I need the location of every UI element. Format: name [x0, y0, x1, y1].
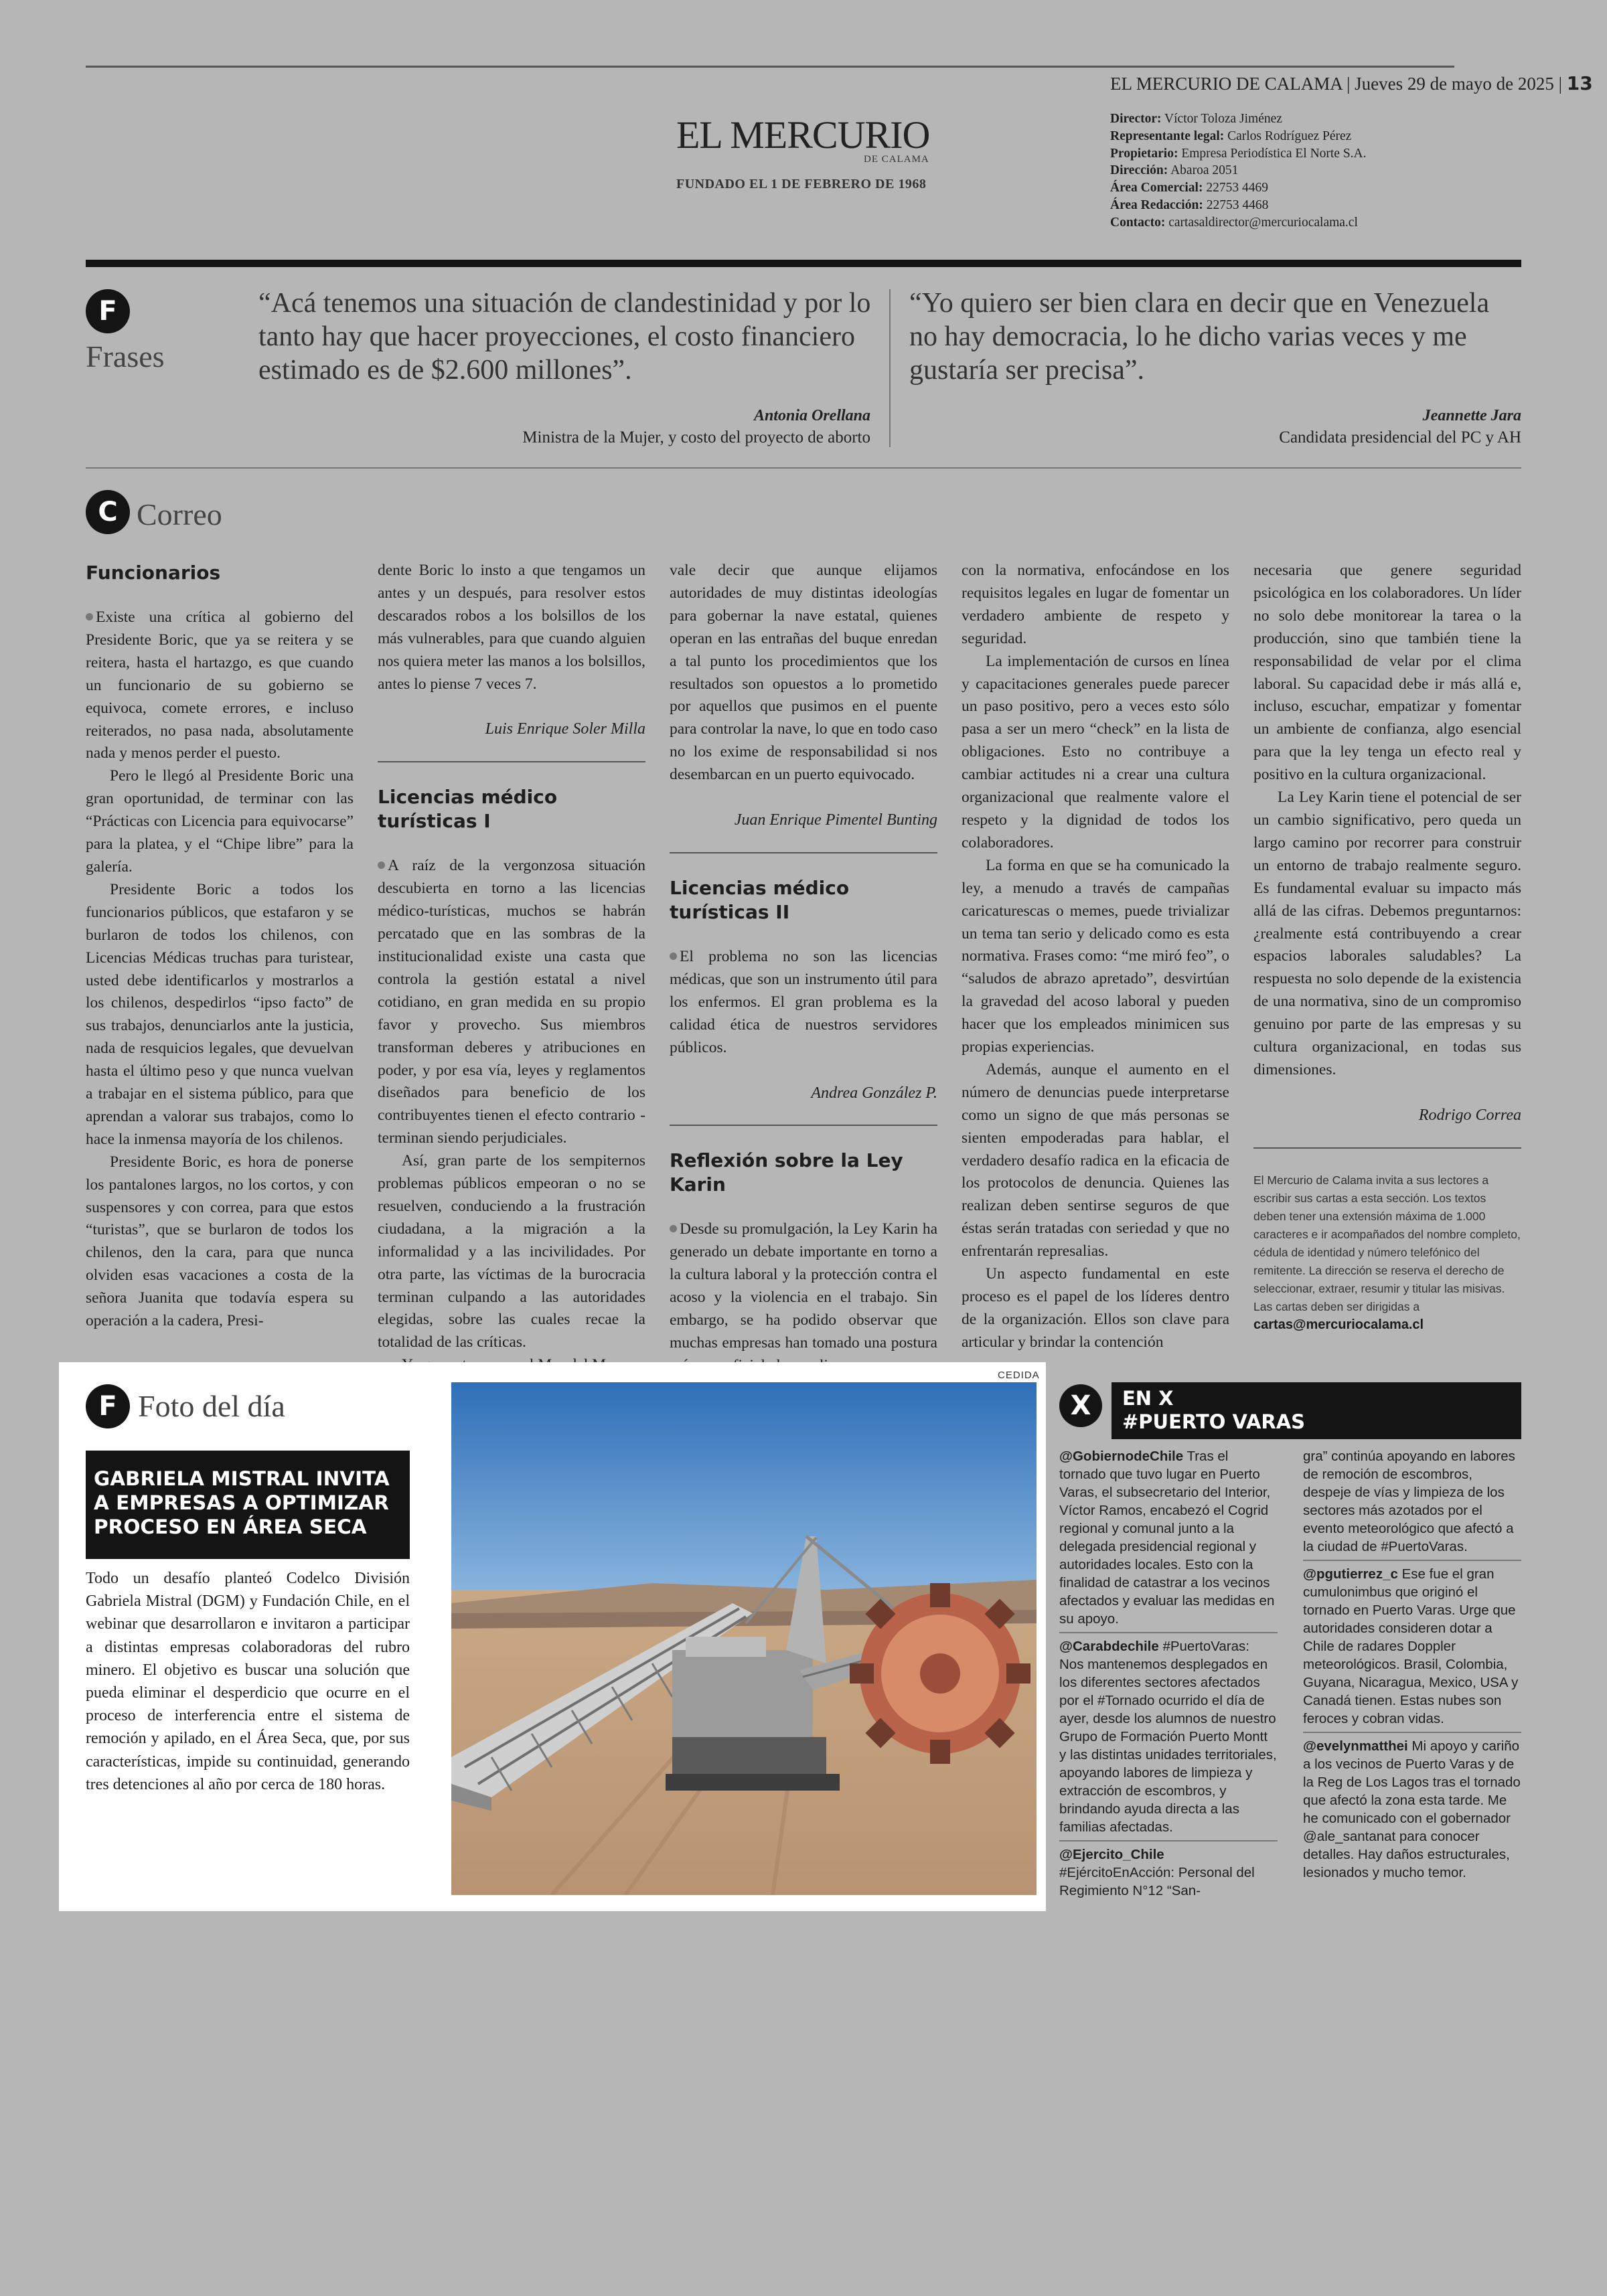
x-handle-link[interactable]: @pgutierrez_c: [1303, 1566, 1398, 1582]
staff-label: Director:: [1110, 112, 1162, 126]
letter-text: A raíz de la vergonzosa situación descubierta en torno a las licencias médico-turísticas, muchos se habrán percatado que en las sombras de la institucionalidad existe una casta que controla la gestión estatal a nivel cotidiano, en gran medida en su propio favor y provecho. Sus miembros transforman deberes y atribuciones en poder, y por esa vía, leyes y reglamentos diseñados para beneficio de los contribuyentes tienen el efecto contrario - terminan siendo perjudiciales.: [378, 857, 645, 1147]
letter-paragraph: La implementación de cursos en línea y capacitaciones generales puede parecer un paso positivo, pero a veces esto sólo pasa a ser un mero “check” en la lista de obligaciones. Esto no contribuye a cambiar actitudes ni a crear una cultura organizacional que realmente valore el respeto y la dignidad de todos los colaboradores.: [962, 652, 1229, 851]
staff-box: [1110, 110, 1367, 232]
letter-paragraph: [670, 946, 937, 1060]
x-post-text: Tras el tornado que tuvo lugar en Puerto Varas, el subsecretario del Interior, Víctor Ramos, encabezó el Cogrid regional y comunal junto a la delegada presidencial regional y autoridades locales. Esto con la finalidad de catastrar a los vecinos afectados y evaluar las medidas en su apoyo.: [1059, 1449, 1275, 1627]
x-handle-link[interactable]: @Ejercito_Chile: [1059, 1847, 1164, 1862]
x-post: [1059, 1447, 1278, 1628]
letter-title: Licencias médico turísticas I: [378, 786, 558, 833]
foto-headline: GABRIELA MISTRAL INVITA A EMPRESAS A OPTIMIZAR PROCESO EN ÁREA SECA: [94, 1467, 390, 1538]
bullet-dot-icon: [670, 953, 677, 960]
letter-signature: Luis Enrique Soler Milla: [485, 720, 645, 738]
x-post-text: Ese fue el gran cumulonimbus que originó el tornado en Puerto Varas. Urge que autoridades consideren dotar a Chile de radares Doppler meteorológicos. Brasil, Colombia, Guyana, Nicaragua, Mexico, USA y Canadá tienen. Estas nubes son feroces y cobran vidas.: [1303, 1566, 1519, 1726]
letter-paragraph: La forma en que se ha comunicado la ley, a menudo a través de campañas caricaturescas o memes, puede trivializar un tema tan serio y delicado como es esta normativa. Frases como: “me miró feo”, o “saludos de abrazo apretado”, desvirtúan la gravedad del acoso laboral y pueden hacer que los empleados minimicen sus propias experiencias.: [962, 856, 1229, 1056]
x-post-divider: [1303, 1560, 1521, 1561]
bullet-dot-icon: [670, 1225, 677, 1232]
x-logo-icon: X: [1059, 1384, 1102, 1427]
letter-text: Desde su promulgación, la Ley Karin ha generado un debate importante en torno a la cultura laboral y la protección contra el acoso y la violencia en el trabajo. Sin embargo, se ha podido observar que muchas empresas han tomado una postura: [670, 1220, 937, 1351]
letter-paragraph: [378, 855, 645, 1150]
letter-paragraph: La Ley Karin tiene el potencial de ser un cambio significativo, pero queda un largo camino por recorrer para construir un entorno de trabajo realmente seguro. Es fundamental evaluar su impacto más allá de las cifras. Debemos preguntarnos: ¿realmente está contribuyendo a crear espacios laborales saludables? La respuesta no solo depende de la existencia de una normativa, sino de un compromiso genuino por parte de las empresas y su cultura organizacional, en todas sus dimensiones.: [1253, 789, 1521, 1078]
page-folio: [1110, 72, 1593, 94]
letter-divider: [670, 1125, 937, 1126]
letter-divider: [1253, 1147, 1521, 1149]
x-column-2: [1303, 1447, 1521, 1882]
frases-bottom-rule: [86, 467, 1521, 469]
staff-label: Propietario:: [1110, 146, 1178, 161]
letter-paragraph: Presidente Boric a todos los funcionarios públicos, que estafaron y se burlaron de todos los chilenos, con Licencias Médicas truchas para turistear, usted debe identificarlos y mostrarlos a los chilenos, despedirlos “ipso facto” de sus trabajos, denunciarlos ante la justicia, nada de resquicios legales, que devuelvan hasta el último peso y que nunca vuelvan a trabajar en el sistema público, para que aprendan a valorar sus trabajos, como lo hace la inmensa mayoría de los chilenos.: [86, 880, 354, 1148]
x-post-text: gra” continúa apoyando en labores de remoción de escombros, despeje de vías y limpieza de los sectores más azotados por el evento meteorológico que afectó a la ciudad de #PuertoVaras.: [1303, 1449, 1515, 1554]
staff-value: cartasaldirector@mercuriocalama.cl: [1168, 215, 1358, 230]
staff-label: Contacto:: [1110, 215, 1166, 230]
newspaper-logo: EL MERCURIO: [676, 113, 930, 157]
letter-paragraph: Además, aunque el aumento en el número de denuncias puede interpretarse como un signo de que más personas se sienten empoderadas para hablar, el verdadero desafío radica en la eficacia de los protocolos de denuncia. Quienes las realizan deben sentirse seguros de que éstas serán tratadas con seriedad y que no enfrentarán represalias.: [962, 1060, 1229, 1260]
letter-paragraph: [86, 606, 354, 765]
x-column-1: [1059, 1447, 1278, 1900]
correo-column-2: [378, 560, 645, 1377]
bullet-dot-icon: [378, 862, 385, 869]
foto-badge-icon: F: [86, 1384, 130, 1428]
staff-label: Dirección:: [1110, 163, 1168, 178]
folio-separator: |: [1347, 74, 1355, 94]
section-divider-heavy: [86, 260, 1521, 267]
page-number: 13: [1566, 72, 1593, 94]
letter-signature: Juan Enrique Pimentel Bunting: [734, 811, 937, 829]
letter-divider: [670, 852, 937, 853]
correo-column-3: [670, 560, 937, 1378]
letters-email-link[interactable]: cartas@mercuriocalama.cl: [1253, 1317, 1424, 1332]
staff-row: [1110, 162, 1367, 179]
letter-divider: [378, 761, 645, 762]
x-post: [1059, 1637, 1278, 1836]
staff-value: Carlos Rodríguez Pérez: [1227, 129, 1352, 143]
x-post-text: Mi apoyo y cariño a los vecinos de Puerto Varas y de la Reg de Los Lagos tras el tornado que afectó la zona esta tarde. Me he comunicado con el gobernador @ale_santanat para conocer detalles. Hay daños estructurales, lesionados y mucho temor.: [1303, 1738, 1521, 1880]
foto-caption: Todo un desafío planteó Codelco División Gabriela Mistral (DGM) y Fundación Chile, en el webinar que desarrollaron e invitaron a participar a distintas empresas colaboradoras del rubro minero. El objetivo es buscar una solución que pueda eliminar el desperdicio que ocurre en el proceso de interferencia entre el sistema de remoción y apilado, en el Área Seca, que, por sus características, impide su continuidad, generando tres detenciones al año por cerca de 180 horas.: [86, 1570, 410, 1793]
quote-1-author: Antonia Orellana: [753, 407, 870, 424]
top-rule: [86, 66, 1454, 68]
staff-row: [1110, 128, 1367, 145]
frases-badge-icon: F: [86, 289, 130, 333]
correo-column-4: [962, 560, 1229, 1354]
letter-paragraph: Un aspecto fundamental en este proceso es el papel de los líderes dentro de la organización. Ellos son clave para articular y brindar la contención: [962, 1265, 1229, 1351]
bucket-wheel-excavator-image: [451, 1382, 1037, 1895]
x-post: [1059, 1846, 1278, 1900]
quote-2-text: “Yo quiero ser bien clara en decir que en Venezuela no hay democracia, lo he dicho varias veces y me gustaría ser precisa”.: [909, 288, 1490, 386]
staff-value: Empresa Periodística El Norte S.A.: [1181, 146, 1367, 161]
newspaper-logo-sub: DE CALAMA: [864, 154, 929, 165]
correo-column-1: [86, 557, 354, 1333]
x-handle-link[interactable]: @evelynmatthei: [1303, 1738, 1408, 1754]
letter-paragraph: necesaria que genere seguridad psicológica en los colaboradores. Un líder no solo debe monitorear la tarea o la producción, sino que también tiene la responsabilidad de velar por el clima laboral. Su capacidad debe ir más allá e, incluso, escuchar, empatizar y fomentar un ambiente de confianza, algo esencial para que la ley tenga un efecto real y positivo en la cultura organizacional.: [1253, 562, 1521, 784]
letter-paragraph: vale decir que aunque elijamos autoridades de muy distintas ideologías para gobernar la nave estatal, quienes operan en las entrañas del buque enredan a tal punto los procedimientos que los resultados son opuestos a lo prometido por aquellos que pusimos en el puente para controlar la nave, lo que en todo caso no los exime de responsabilidad si nos desembarcan en un puerto equivocado.: [670, 562, 937, 784]
x-post: [1303, 1737, 1521, 1882]
letter-title: Licencias médico turísticas II: [670, 876, 850, 923]
correo-column-5: [1253, 560, 1521, 1334]
staff-label: Área Comercial:: [1110, 181, 1203, 195]
staff-value: Víctor Toloza Jiménez: [1164, 112, 1282, 126]
letter-paragraph: dente Boric lo insto a que tengamos un antes y un después, para resolver estos descarados robos a los bolsillos de los más vulnerables, para que cuando alguien nos quiera meter las manos a los bolsillos, antes lo piense 7 veces 7.: [378, 562, 645, 693]
correo-badge-icon: C: [86, 490, 130, 534]
frases-label: Frases: [86, 339, 165, 374]
folio-separator: |: [1558, 74, 1567, 94]
letter-text: Existe una crítica al gobierno del Presidente Boric, que ya se reitera y se reitera, hasta el hartazgo, es que cuando un funcionario de su gobierno se equivoca, comete errores, e incluso reiterados, no pasa nada, absolutamente nada y menos perder el puesto.: [86, 608, 354, 762]
staff-row: [1110, 179, 1367, 197]
staff-row: [1110, 110, 1367, 128]
letter-signature: Andrea González P.: [811, 1084, 937, 1102]
letter-paragraph: con la normativa, enfocándose en los requisitos legales en lugar de fomentar un verdadero ambiente de respeto y seguridad.: [962, 562, 1229, 647]
foto-label: Foto del día: [138, 1389, 285, 1423]
quote-2-author: Jeannette Jara: [1422, 407, 1521, 424]
x-post-text: #PuertoVaras: Nos mantenemos desplegados en los diferentes sectores afectados por el #Tornado ocurrido el día de ayer, desde los alumnos de nuestro Grupo de Formación Puerto Montt y las distintas unidades territoriales, apoyando labores de limpieza y extracción de escombros, y brindando ayuda directa a las familias afectadas.: [1059, 1639, 1277, 1835]
quote-2-role: Candidata presidencial del PC y AH: [1279, 428, 1521, 446]
mining-photo: [451, 1382, 1037, 1895]
staff-label: Área Redacción:: [1110, 197, 1203, 212]
quote-1-text: “Acá tenemos una situación de clandestinidad y por lo tanto hay que hacer proyecciones, el costo financiero estimado es de $2.600 millones”.: [258, 288, 871, 386]
bullet-dot-icon: [86, 613, 93, 621]
letter-paragraph: Presidente Boric, es hora de ponerse los pantalones largos, no los cortos, y con suspensores y con correa, para que estos “turistas”, que se burlaron de todos los chilenos, den la cara, para que nunca olviden esas vacaciones a costa de la señora Juanita que todavía espera su operación a la cadera, Presi-: [86, 1153, 354, 1330]
en-x-hashtag: #PUERTO VARAS: [1122, 1410, 1306, 1433]
quote-1-role: Ministra de la Mujer, y costo del proyecto de aborto: [522, 428, 870, 446]
en-x-title: [1122, 1387, 1305, 1434]
letter-paragraph: Pero le llegó al Presidente Boric una gran oportunidad, de terminar con las “Prácticas con Licencia para equivocarse” para la platea, y el “Chipe libre” para la galería.: [86, 767, 354, 876]
staff-row: [1110, 145, 1367, 163]
staff-value: 22753 4468: [1206, 197, 1269, 212]
letter-title: Reflexión sobre la Ley Karin: [670, 1149, 903, 1196]
publication-date: Jueves 29 de mayo de 2025: [1355, 74, 1554, 94]
staff-row: [1110, 214, 1367, 232]
en-x-title-line: EN X: [1122, 1387, 1174, 1410]
staff-label: Representante legal:: [1110, 129, 1225, 143]
x-post-divider: [1059, 1840, 1278, 1841]
letter-signature: Rodrigo Correa: [1418, 1106, 1521, 1124]
correo-label: Correo: [137, 497, 222, 531]
x-post-divider: [1303, 1732, 1521, 1733]
letter-text: El problema no son las licencias médicas, que son un instrumento útil para los enfermos. El gran problema es la calidad ética de nuestros servidores públicos.: [670, 947, 937, 1056]
staff-value: Abaroa 2051: [1170, 163, 1239, 178]
staff-value: 22753 4469: [1206, 181, 1268, 195]
letter-paragraph: [670, 1218, 937, 1377]
x-post-divider: [1059, 1632, 1278, 1633]
letter-title: Funcionarios: [86, 562, 221, 584]
frases-divider: [889, 289, 891, 447]
founded-line: FUNDADO EL 1 DE FEBRERO DE 1968: [676, 177, 927, 191]
x-handle-link[interactable]: @GobiernodeChile: [1059, 1449, 1184, 1464]
x-post: [1303, 1447, 1521, 1556]
publication-name: EL MERCURIO DE CALAMA: [1110, 74, 1343, 94]
staff-row: [1110, 197, 1367, 214]
x-post: [1303, 1565, 1521, 1728]
x-post-text: #EjércitoEnAcción: Personal del Regimiento N°12 “San-: [1059, 1865, 1255, 1898]
letters-notice: [1253, 1171, 1521, 1334]
x-handle-link[interactable]: @Carabdechile: [1059, 1639, 1159, 1654]
letter-paragraph: Así, gran parte de los sempiternos problemas públicos empeoran o no se resuelven, conduciendo a la frustración ciudadana, a la migración a la informalidad y a las incivilidades. Por otra parte, las víctimas de la burocracia terminan culpando a las autoridades elegidas, sobre las cuales recae la totalidad de las críticas.: [378, 1152, 645, 1351]
photo-credit: CEDIDA: [998, 1370, 1040, 1381]
letters-notice-text: El Mercurio de Calama invita a sus lectores a escribir sus cartas a esta sección. Los textos deben tener una extensión máxima de 1.000 caracteres e ir acompañados del nombre completo, cédula de identidad y número telefónico del remitente. La dirección se reserva el derecho de seleccionar, extraer, resumir y titular las misivas. Las cartas deben ser dirigidas a: [1253, 1173, 1521, 1313]
